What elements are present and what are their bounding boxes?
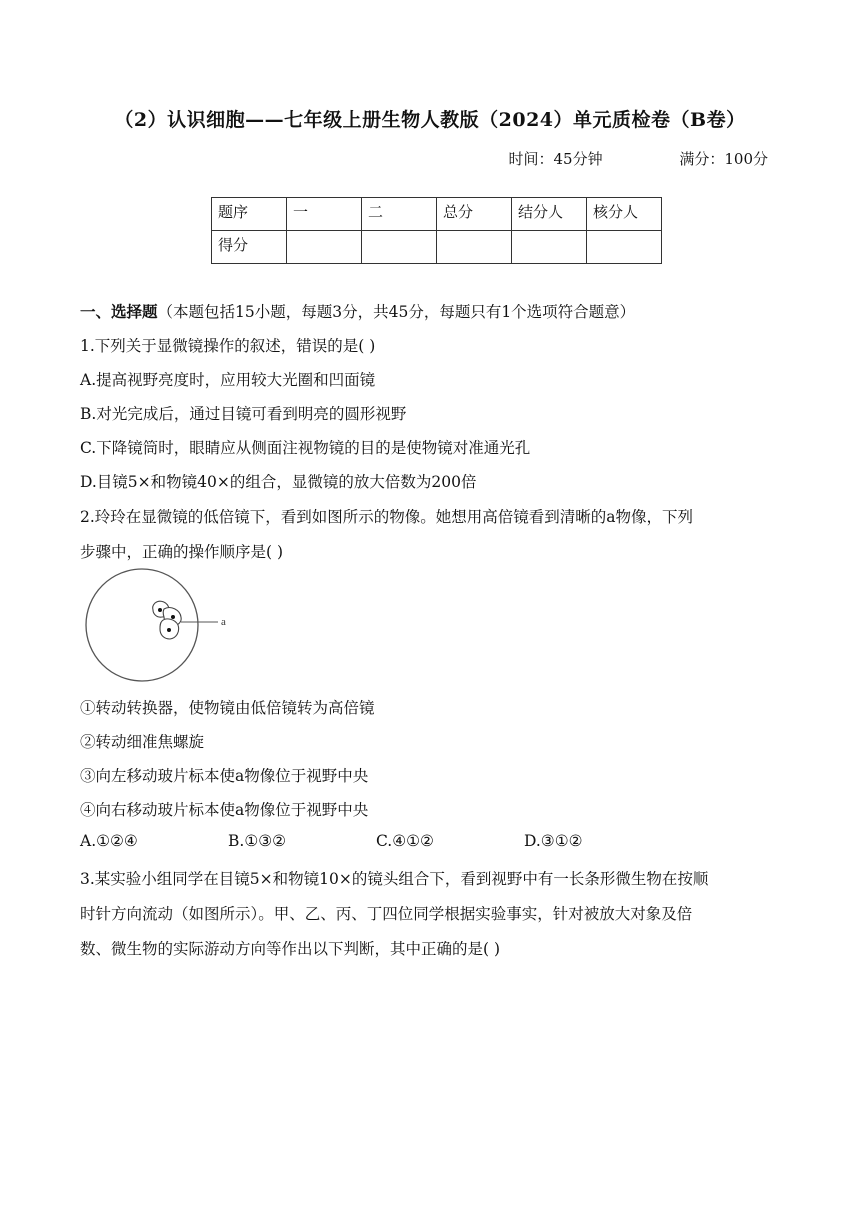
section-note: （本题包括15小题，每题3分，共45分，每题只有1个选项符合题意） (157, 303, 636, 321)
score-table-header-row (212, 198, 662, 231)
cell-upper-nucleus (158, 608, 162, 612)
q1-stem: 1.下列关于显微镜操作的叙述，错误的是( ) (80, 337, 376, 355)
q2-stem-line-1: 2.玲玲在显微镜的低倍镜下，看到如图所示的物像。她想用高倍镜看到清晰的a物像，下列 (80, 508, 694, 526)
cell-a-nucleus (167, 628, 171, 632)
q3-stem-line-1: 3.某实验小组同学在目镜5×和物镜10×的镜头组合下，看到视野中有一长条形微生物在按顺 (80, 870, 709, 888)
score-input-section-2[interactable] (362, 231, 437, 264)
q3-stem-line-3: 数、微生物的实际游动方向等作出以下判断，其中正确的是( ) (80, 940, 501, 958)
score-input-checker[interactable] (587, 231, 662, 264)
q2-options (80, 832, 672, 850)
score-table-score-row (212, 231, 662, 264)
exam-title: （2）认识细胞——七年级上册生物人教版（2024）单元质检卷（B卷） (114, 109, 746, 131)
figure-label-a: a (221, 616, 226, 628)
q2-option-a[interactable]: A.①②④ (80, 832, 138, 850)
score-cell-scorer: 结分人 (512, 198, 587, 231)
exam-meta (508, 148, 768, 169)
q3-stem-line-2: 时针方向流动（如图所示）。甲、乙、丙、丁四位同学根据实验事实，针对被放大对象及倍 (80, 905, 693, 923)
field-of-view-circle (86, 569, 198, 681)
exam-full-score: 满分：100分 (679, 150, 768, 168)
score-cell-total: 总分 (437, 198, 512, 231)
q2-option-b[interactable]: B.①③② (228, 832, 287, 850)
q1-option-b[interactable]: B.对光完成后，通过目镜可看到明亮的圆形视野 (80, 405, 407, 423)
q1-option-d[interactable]: D.目镜5×和物镜40×的组合，显微镜的放大倍数为200倍 (80, 473, 477, 491)
q2-option-c[interactable]: C.④①② (376, 832, 434, 850)
q2-step-1: ①转动转换器，使物镜由低倍镜转为高倍镜 (80, 699, 375, 717)
q1-option-c[interactable]: C.下降镜筒时，眼睛应从侧面注视物镜的目的是使物镜对准通光孔 (80, 439, 531, 457)
score-cell-score-label: 得分 (212, 231, 287, 264)
section-heading (80, 300, 635, 322)
cell-right-nucleus (171, 615, 175, 619)
score-input-total[interactable] (437, 231, 512, 264)
score-input-section-1[interactable] (287, 231, 362, 264)
q2-step-3: ③向左移动玻片标本使a物像位于视野中央 (80, 767, 369, 785)
q2-option-d[interactable]: D.③①② (524, 832, 583, 850)
score-table (211, 197, 662, 264)
q2-step-4: ④向右移动玻片标本使a物像位于视野中央 (80, 801, 369, 819)
microscope-field-figure (78, 567, 238, 687)
score-input-scorer[interactable] (512, 231, 587, 264)
q1-option-a[interactable]: A.提高视野亮度时，应用较大光圈和凹面镜 (80, 371, 376, 389)
exam-time: 时间：45分钟 (508, 150, 603, 168)
section-title: 一、选择题 (80, 302, 158, 321)
score-cell-section-1: 一 (287, 198, 362, 231)
score-cell-label: 题序 (212, 198, 287, 231)
q2-stem-line-2: 步骤中，正确的操作顺序是( ) (80, 543, 284, 561)
score-cell-section-2: 二 (362, 198, 437, 231)
q2-step-2: ②转动细准焦螺旋 (80, 733, 205, 751)
score-cell-checker: 核分人 (587, 198, 662, 231)
